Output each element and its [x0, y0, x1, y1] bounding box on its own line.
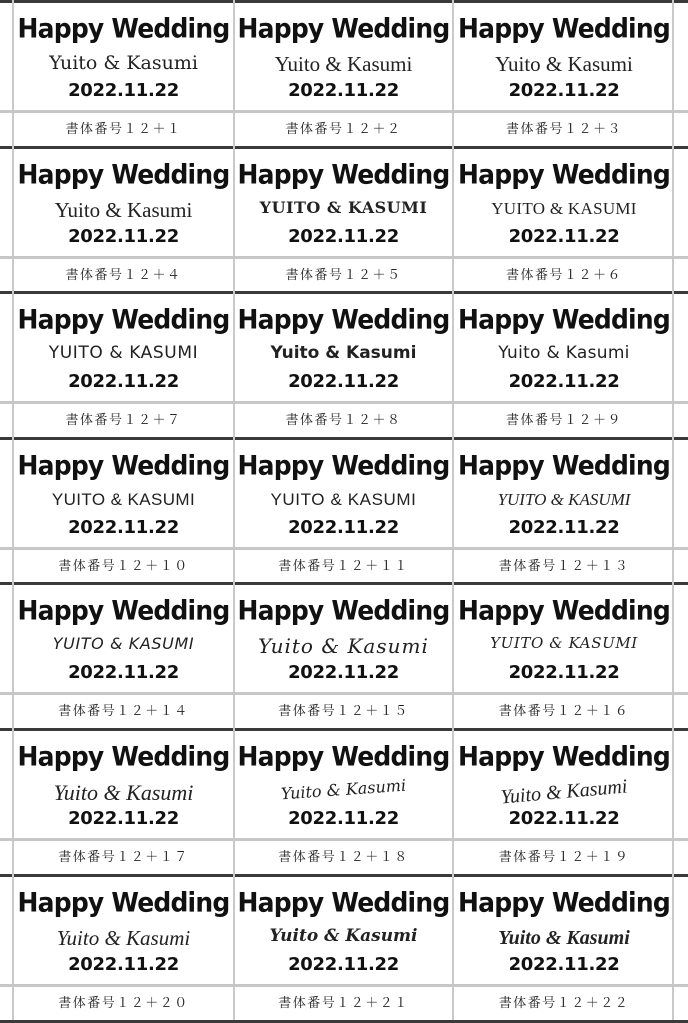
couple-names: Yuito & Kasumi: [498, 927, 630, 949]
couple-names: Yuito & Kasumi: [499, 775, 629, 809]
card-title: Happy Wedding: [237, 594, 450, 627]
font-number-label: 書体番号１２＋１４: [58, 704, 189, 719]
wedding-date: 2022.11.22: [68, 954, 179, 975]
font-number-label: 書体番号１２＋４: [65, 268, 182, 283]
wedding-date: 2022.11.22: [68, 80, 179, 101]
wedding-date: 2022.11.22: [68, 371, 179, 392]
sample-card: [454, 0, 674, 110]
sample-card: [454, 146, 674, 256]
sample-card: [235, 582, 452, 692]
couple-names: YUITO & KASUMI: [491, 199, 637, 218]
card-title: Happy Wedding: [17, 158, 230, 191]
sample-row: [0, 146, 688, 292]
wedding-date: 2022.11.22: [508, 226, 620, 247]
wedding-date: 2022.11.22: [508, 662, 620, 683]
font-number-label: 書体番号１２＋２: [285, 122, 402, 137]
sample-card: [14, 291, 233, 401]
couple-names: Yuito & Kasumi: [53, 780, 194, 805]
couple-names: Yuito & Kasumi: [280, 775, 407, 804]
sample-card: [235, 146, 452, 256]
wedding-date: 2022.11.22: [68, 808, 179, 829]
wedding-date: 2022.11.22: [288, 226, 399, 247]
sample-card: [235, 437, 452, 547]
couple-names: YUITO & KASUMI: [497, 490, 631, 509]
wedding-date: 2022.11.22: [288, 662, 399, 683]
wedding-date: 2022.11.22: [288, 80, 399, 101]
sample-card: [14, 728, 233, 838]
wedding-date: 2022.11.22: [68, 662, 179, 683]
couple-names: YUITO & KASUMI: [270, 490, 417, 509]
font-number-label: 書体番号１２＋１: [65, 122, 182, 137]
font-number-label: 書体番号１２＋１６: [498, 704, 630, 719]
sample-card: [235, 291, 452, 401]
card-title: Happy Wedding: [237, 303, 450, 336]
sample-card: [14, 437, 233, 547]
sample-row: [0, 291, 688, 437]
couple-names: Yuito & Kasumi: [274, 52, 413, 76]
font-number-label: 書体番号１２＋１８: [278, 850, 409, 865]
wedding-date: 2022.11.22: [288, 517, 399, 538]
couple-names: Yuito & Kasumi: [258, 634, 429, 658]
sample-card: [14, 874, 233, 984]
sample-card: [454, 874, 674, 984]
sample-card: [14, 0, 233, 110]
card-title: Happy Wedding: [458, 449, 670, 482]
font-number-label: 書体番号１２＋７: [65, 413, 182, 428]
sample-card: [235, 728, 452, 838]
sample-card: [235, 874, 452, 984]
font-number-label: 書体番号１２＋１３: [498, 559, 630, 574]
card-title: Happy Wedding: [17, 12, 230, 45]
wedding-date: 2022.11.22: [288, 371, 399, 392]
sample-row: [0, 874, 688, 1020]
font-number-label: 書体番号１２＋３: [505, 122, 622, 137]
wedding-date: 2022.11.22: [508, 80, 620, 101]
font-number-label: 書体番号１２＋１０: [58, 559, 189, 574]
card-title: Happy Wedding: [17, 303, 230, 336]
couple-names: YUITO & KASUMI: [259, 198, 428, 217]
couple-names: YUITO & KASUMI: [490, 634, 638, 652]
card-title: Happy Wedding: [17, 594, 230, 627]
font-number-label: 書体番号１２＋２１: [278, 996, 409, 1011]
card-title: Happy Wedding: [458, 740, 670, 773]
card-title: Happy Wedding: [237, 12, 450, 45]
font-number-label: 書体番号１２＋１９: [498, 850, 630, 865]
card-title: Happy Wedding: [237, 158, 450, 191]
card-title: Happy Wedding: [458, 12, 670, 45]
font-number-label: 書体番号１２＋１７: [58, 850, 189, 865]
wedding-date: 2022.11.22: [68, 226, 179, 247]
card-title: Happy Wedding: [458, 594, 670, 627]
font-number-label: 書体番号１２＋１５: [278, 704, 409, 719]
sample-card: [14, 582, 233, 692]
sample-card: [235, 0, 452, 110]
card-title: Happy Wedding: [17, 449, 230, 482]
wedding-date: 2022.11.22: [68, 517, 179, 538]
wedding-date: 2022.11.22: [508, 517, 620, 538]
font-number-label: 書体番号１２＋９: [505, 413, 622, 428]
wedding-date: 2022.11.22: [508, 371, 620, 392]
couple-names: Yuito & Kasumi: [269, 926, 418, 946]
wedding-date: 2022.11.22: [508, 808, 620, 829]
card-title: Happy Wedding: [237, 449, 450, 482]
card-title: Happy Wedding: [17, 740, 230, 773]
couple-names: Yuito & Kasumi: [270, 343, 417, 363]
font-number-label: 書体番号１２＋２２: [498, 996, 630, 1011]
card-title: Happy Wedding: [237, 886, 450, 919]
couple-names: YUITO & KASUMI: [48, 343, 199, 363]
sample-row: [0, 728, 688, 874]
wedding-date: 2022.11.22: [508, 954, 620, 975]
sample-card: [454, 582, 674, 692]
card-title: Happy Wedding: [237, 740, 450, 773]
font-number-label: 書体番号１２＋２０: [58, 996, 189, 1011]
couple-names: Yuito & Kasumi: [49, 52, 198, 74]
font-number-label: 書体番号１２＋８: [285, 413, 402, 428]
font-number-label: 書体番号１２＋１１: [278, 559, 409, 574]
sample-row: [0, 437, 688, 583]
sample-card: [454, 728, 674, 838]
sample-card: [454, 291, 674, 401]
font-number-label: 書体番号１２＋６: [505, 268, 622, 283]
couple-names: YUITO & KASUMI: [51, 490, 196, 509]
couple-names: YUITO & KASUMI: [52, 634, 195, 653]
wedding-date: 2022.11.22: [288, 954, 399, 975]
card-title: Happy Wedding: [17, 886, 230, 919]
couple-names: Yuito & Kasumi: [498, 343, 630, 363]
sample-row: [0, 582, 688, 728]
couple-names: Yuito & Kasumi: [54, 198, 193, 222]
sample-row: [0, 0, 688, 146]
sample-card: [454, 437, 674, 547]
card-title: Happy Wedding: [458, 886, 670, 919]
wedding-date: 2022.11.22: [288, 808, 399, 829]
card-title: Happy Wedding: [458, 303, 670, 336]
card-title: Happy Wedding: [458, 158, 670, 191]
couple-names: Yuito & Kasumi: [56, 926, 191, 950]
font-number-label: 書体番号１２＋５: [285, 268, 402, 283]
couple-names: Yuito & Kasumi: [495, 52, 633, 76]
sample-card: [14, 146, 233, 256]
